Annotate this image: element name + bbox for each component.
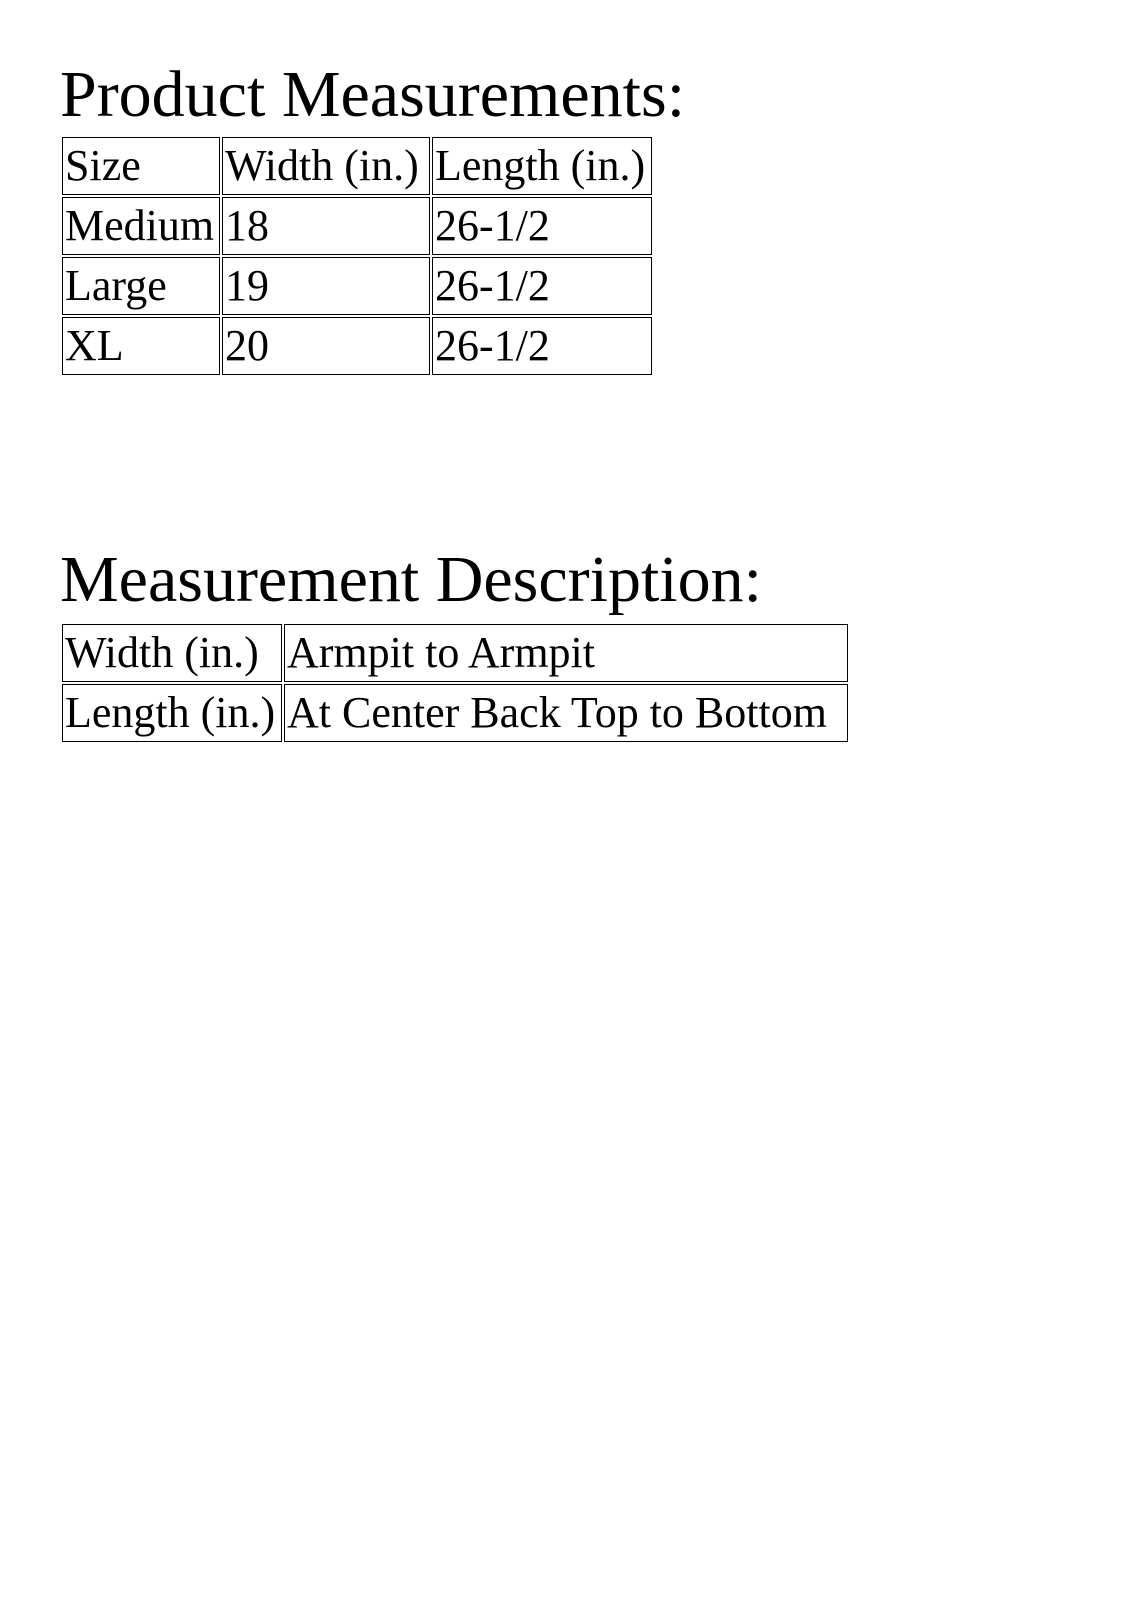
table-row: [62, 624, 848, 682]
size-cell: Large: [62, 257, 220, 315]
size-cell: Medium: [62, 197, 220, 255]
size-cell: XL: [62, 317, 220, 375]
table-row: [62, 317, 652, 375]
width-cell: 20: [222, 317, 430, 375]
header-cell-length: Length (in.): [432, 137, 652, 195]
width-cell: 19: [222, 257, 430, 315]
table-header-row: [62, 137, 652, 195]
table-row: [62, 197, 652, 255]
measurement-name-cell: Width (in.): [62, 624, 282, 682]
product-measurements-table: [60, 135, 654, 377]
width-cell: 18: [222, 197, 430, 255]
length-cell: 26-1/2: [432, 257, 652, 315]
table-row: [62, 684, 848, 742]
product-measurements-heading: Product Measurements:: [60, 58, 686, 131]
measurement-description-heading: Measurement Description:: [60, 543, 762, 616]
measurement-description-cell: Armpit to Armpit: [284, 624, 848, 682]
header-cell-width: Width (in.): [222, 137, 430, 195]
measurement-name-cell: Length (in.): [62, 684, 282, 742]
length-cell: 26-1/2: [432, 197, 652, 255]
table-row: [62, 257, 652, 315]
header-cell-size: Size: [62, 137, 220, 195]
measurement-description-cell: At Center Back Top to Bottom: [284, 684, 848, 742]
length-cell: 26-1/2: [432, 317, 652, 375]
measurement-description-table: [60, 622, 850, 744]
